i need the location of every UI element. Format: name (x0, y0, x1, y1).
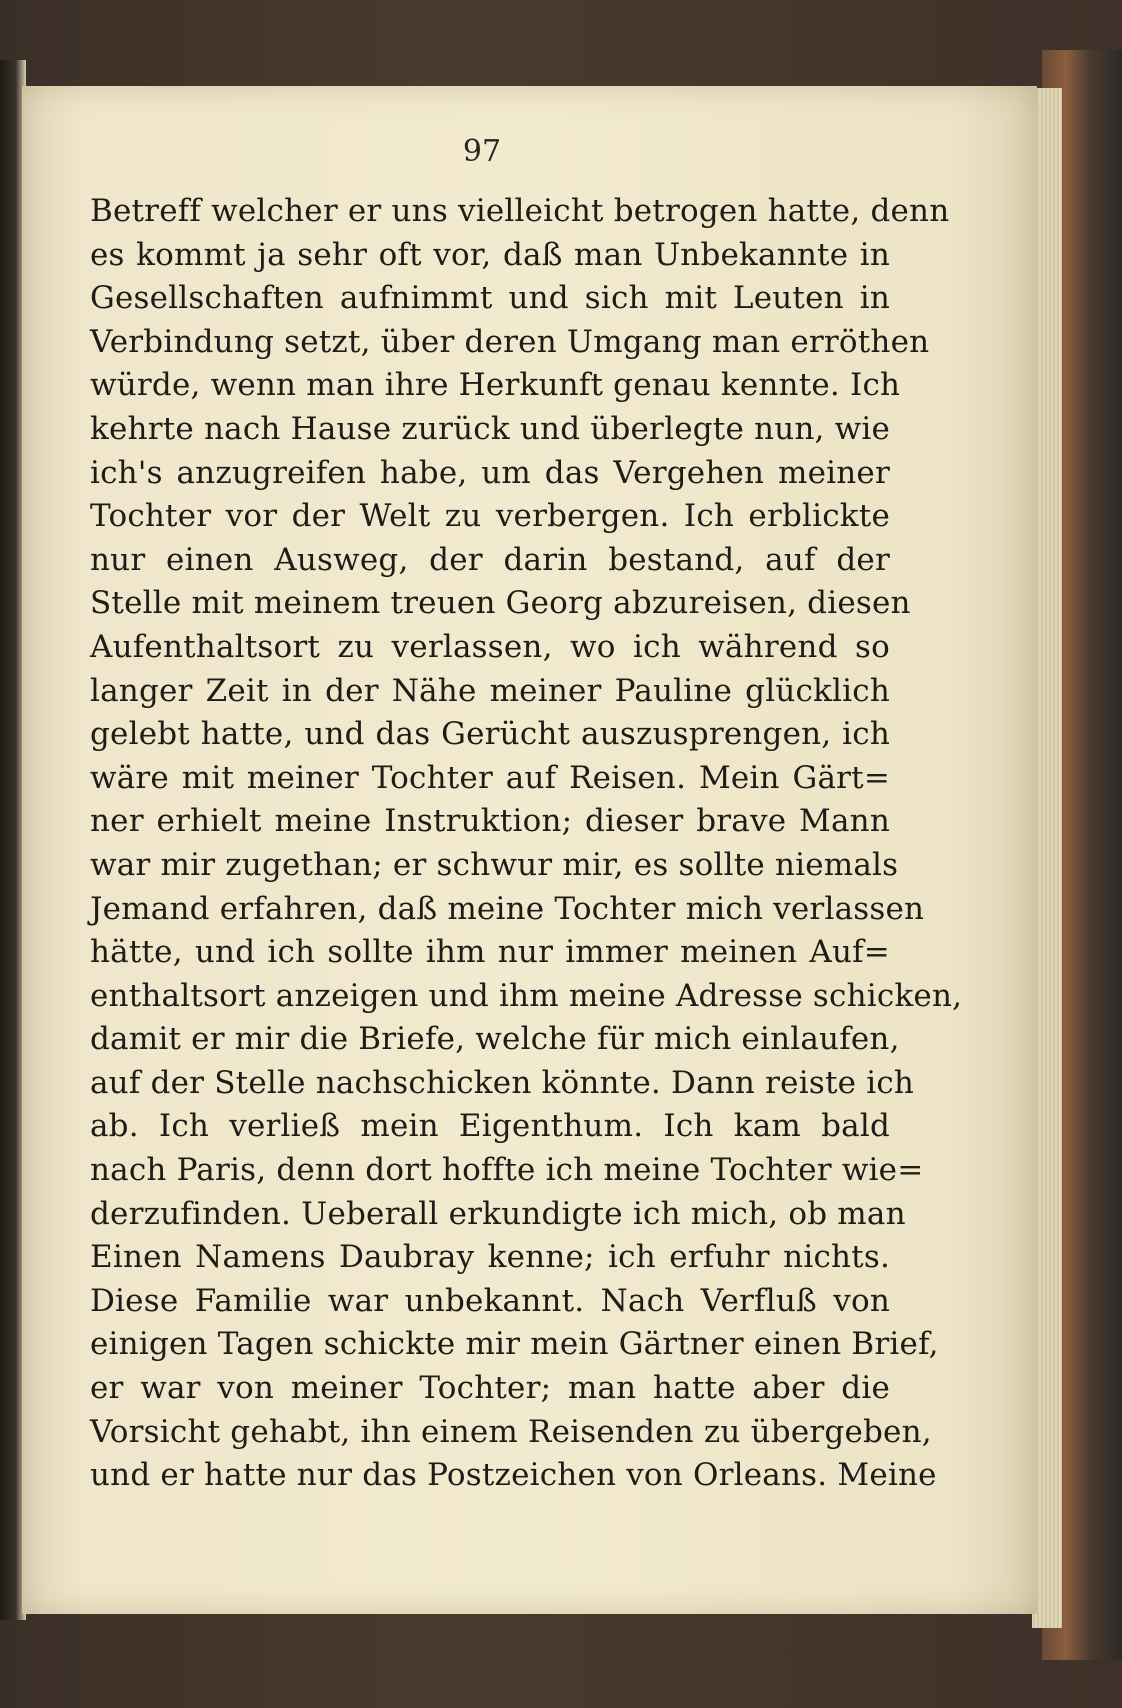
book-page (22, 86, 1037, 1614)
text-line: hätte, und ich sollte ihm nur immer meinen Auf= (90, 934, 890, 971)
text-line: damit er mir die Briefe, welche für mich einlaufen, (90, 1021, 900, 1058)
text-line: und er hatte nur das Postzeichen von Orleans. Meine (90, 1457, 937, 1494)
text-line: enthaltsort anzeigen und ihm meine Adresse schicken, (90, 977, 963, 1014)
text-line: gelebt hatte, und das Gerücht auszusprengen, ich (90, 716, 890, 753)
text-line: Vorsicht gehabt, ihn einem Reisenden zu übergeben, (90, 1413, 932, 1450)
text-line: Betreff welcher er uns vielleicht betrogen hatte, denn (90, 193, 950, 229)
text-line: auf der Stelle nachschicken könnte. Dann reiste ich (90, 1064, 915, 1101)
text-line: Diese Familie war unbekannt. Nach Verfluß von (90, 1282, 890, 1319)
body-text (90, 190, 963, 1498)
text-line: Stelle mit meinem treuen Georg abzureisen, diesen (90, 585, 911, 622)
text-line: Einen Namens Daubray kenne; ich erfuhr nichts. (90, 1239, 890, 1276)
text-line: ab. Ich verließ mein Eigenthum. Ich kam bald (90, 1108, 890, 1145)
text-line: Gesellschaften aufnimmt und sich mit Leuten in (90, 280, 890, 317)
text-line: Tochter vor der Welt zu verbergen. Ich erblickte (90, 498, 890, 535)
text-line: Verbindung setzt, über deren Umgang man erröthen (90, 323, 930, 360)
text-line: nur einen Ausweg, der darin bestand, auf der (90, 541, 890, 578)
text-line: er war von meiner Tochter; man hatte aber die (90, 1370, 890, 1407)
text-line: Jemand erfahren, daß meine Tochter mich verlassen (90, 890, 925, 927)
text-line: ner erhielt meine Instruktion; dieser brave Mann (90, 803, 890, 840)
text-line: Aufenthaltsort zu verlassen, wo ich während so (90, 628, 890, 665)
text-line: derzufinden. Ueberall erkundigte ich mich, ob man (90, 1195, 906, 1232)
text-line: war mir zugethan; er schwur mir, es sollte niemals (90, 846, 899, 883)
text-line: langer Zeit in der Nähe meiner Pauline glücklich (90, 672, 890, 709)
page-number: 97 (462, 134, 502, 169)
text-line: würde, wenn man ihre Herkunft genau kennte. Ich (90, 367, 901, 404)
text-line: kehrte nach Hause zurück und überlegte nun, wie (90, 410, 891, 447)
text-line: einigen Tagen schickte mir mein Gärtner einen Brief, (90, 1326, 939, 1363)
text-line: wäre mit meiner Tochter auf Reisen. Mein Gärt= (90, 759, 890, 796)
text-line: ich's anzugreifen habe, um das Vergehen meiner (90, 454, 890, 491)
text-line: es kommt ja sehr oft vor, daß man Unbekannte in (90, 236, 890, 273)
text-line: nach Paris, denn dort hoffte ich meine Tochter wie= (90, 1152, 924, 1189)
